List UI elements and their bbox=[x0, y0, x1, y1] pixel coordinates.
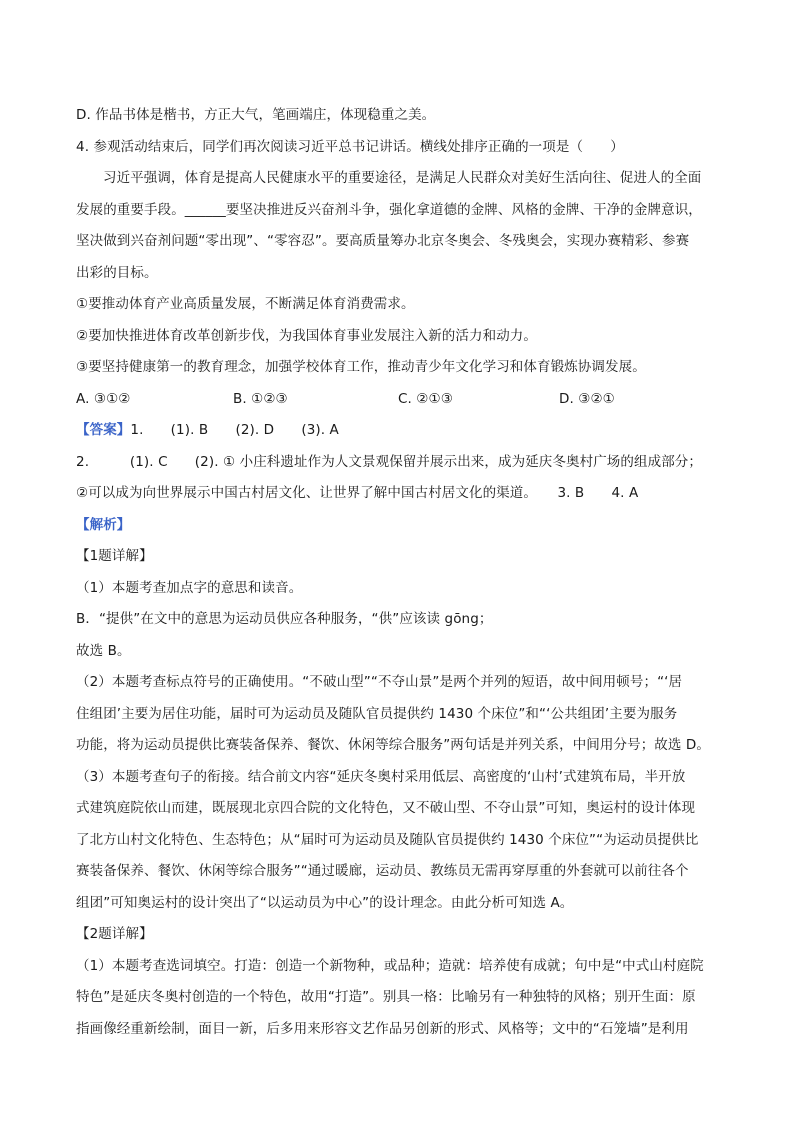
explanation-line: 赛装备保养、餐饮、休闲等综合服务”“通过暖廊，运动员、教练员无需再穿厚重的外套就可以前往各个 bbox=[76, 863, 689, 879]
explanation-line: （3）本题考查句子的衔接。结合前文内容“延庆冬奥村采用低层、高密度的‘山村’式建筑布局，半开放 bbox=[76, 768, 686, 785]
answer-text: 1. (1). B (2). D (3). A bbox=[130, 422, 339, 438]
answer-line: 2. (1). C (2). ① 小庄科遗址作为人文景观保留并展示出来，成为延庆冬奥村广场的组成部分； bbox=[76, 453, 703, 470]
option-d: D. ③②① bbox=[559, 390, 615, 407]
statement-2: ②要加快推进体育改革创新步伐，为我国体育事业发展注入新的活力和动力。 bbox=[76, 327, 538, 344]
passage-line: 出彩的目标。 bbox=[76, 264, 158, 281]
question-4-stem: 4. 参观活动结束后，同学们再次阅读习近平总书记讲话。横线处排序正确的一项是（ ） bbox=[76, 138, 624, 155]
answer-line: ②可以成为向世界展示中国古村居文化、让世界了解中国古村居文化的渠道。 3. B 4. A bbox=[76, 485, 639, 501]
analysis-heading bbox=[76, 510, 726, 542]
option-d-previous-question: D. 作品书体是楷书，方正大气，笔画端庄，体现稳重之美。 bbox=[76, 107, 436, 123]
statement-1: ①要推动体育产业高质量发展，不断满足体育消费需求。 bbox=[76, 296, 415, 312]
option-a: A. ③①② bbox=[76, 390, 131, 407]
explanation-line: 故选 B。 bbox=[76, 642, 131, 659]
explanation-line: 了北方山村文化特色、生态特色；从“届时可为运动员及随队官员提供约 1430 个床位”“为运动员提供比 bbox=[76, 831, 699, 848]
explanation-line: （1）本题考查选词填空。打造：创造一个新物种，或品种；造就：培养使有成就；句中是“中式山村庭院 bbox=[76, 957, 704, 974]
option-b: B. ①②③ bbox=[233, 390, 288, 407]
answer-label: 【答案】 bbox=[76, 422, 131, 438]
explanation-line: 功能，将为运动员提供比赛装备保养、餐饮、休闲等综合服务”两句话是并列关系，中间用分号；故选 D。 bbox=[76, 737, 710, 753]
statement-3: ③要坚持健康第一的教育理念，加强学校体育工作，推动青少年文化学习和体育锻炼协调发展。 bbox=[76, 359, 646, 375]
explanation-line: B．“提供”在文中的意思为运动员供应各种服务，“供”应该读 gōng； bbox=[76, 611, 493, 627]
section-heading-q1: 【1题详解】 bbox=[76, 548, 153, 564]
explanation-line: （1）本题考查加点字的意思和读音。 bbox=[76, 579, 303, 596]
answer-row bbox=[76, 415, 726, 447]
explanation-line: （2）本题考查标点符号的正确使用。“不破山型”“不夺山景”是两个并列的短语，故中间用顿号；“‘居 bbox=[76, 674, 683, 690]
passage-line: 习近平强调，体育是提高人民健康水平的重要途径，是满足人民群众对美好生活向往、促进人的全面 bbox=[103, 170, 702, 186]
passage-line: 发展的重要手段。______要坚决推进反兴奋剂斗争，强化拿道德的金牌、风格的金牌、干净的金牌意识， bbox=[76, 201, 702, 218]
explanation-line: 特色”是延庆冬奥村创造的一个特色，故用“打造”。别具一格：比喻另有一种独特的风格；别开生面：原 bbox=[76, 989, 696, 1005]
document-content bbox=[76, 100, 726, 1045]
explanation-line: 组团”可知奥运村的设计突出了“以运动员为中心”的设计理念。由此分析可知选 A。 bbox=[76, 894, 574, 911]
option-c: C. ②①③ bbox=[398, 390, 453, 407]
explanation-line: 指画像经重新绘制，面目一新，后多用来形容文艺作品另创新的形式、风格等；文中的“石笼墙”是利用 bbox=[76, 1020, 689, 1037]
analysis-label: 【解析】 bbox=[76, 516, 131, 533]
passage-line: 坚决做到兴奋剂问题“零出现”、“零容忍”。要高质量筹办北京冬奥会、冬残奥会，实现办赛精彩、参赛 bbox=[76, 233, 690, 249]
explanation-line: 住组团’主要为居住功能，届时可为运动员及随队官员提供约 1430 个床位”和“‘公共组团’主要为服务 bbox=[76, 705, 678, 722]
section-heading-q2: 【2题详解】 bbox=[76, 926, 153, 942]
explanation-line: 式建筑庭院依山而建，既展现北京四合院的文化特色，又不破山型、不夺山景”可知，奥运村的设计体现 bbox=[76, 800, 696, 816]
answer-options bbox=[76, 384, 726, 416]
